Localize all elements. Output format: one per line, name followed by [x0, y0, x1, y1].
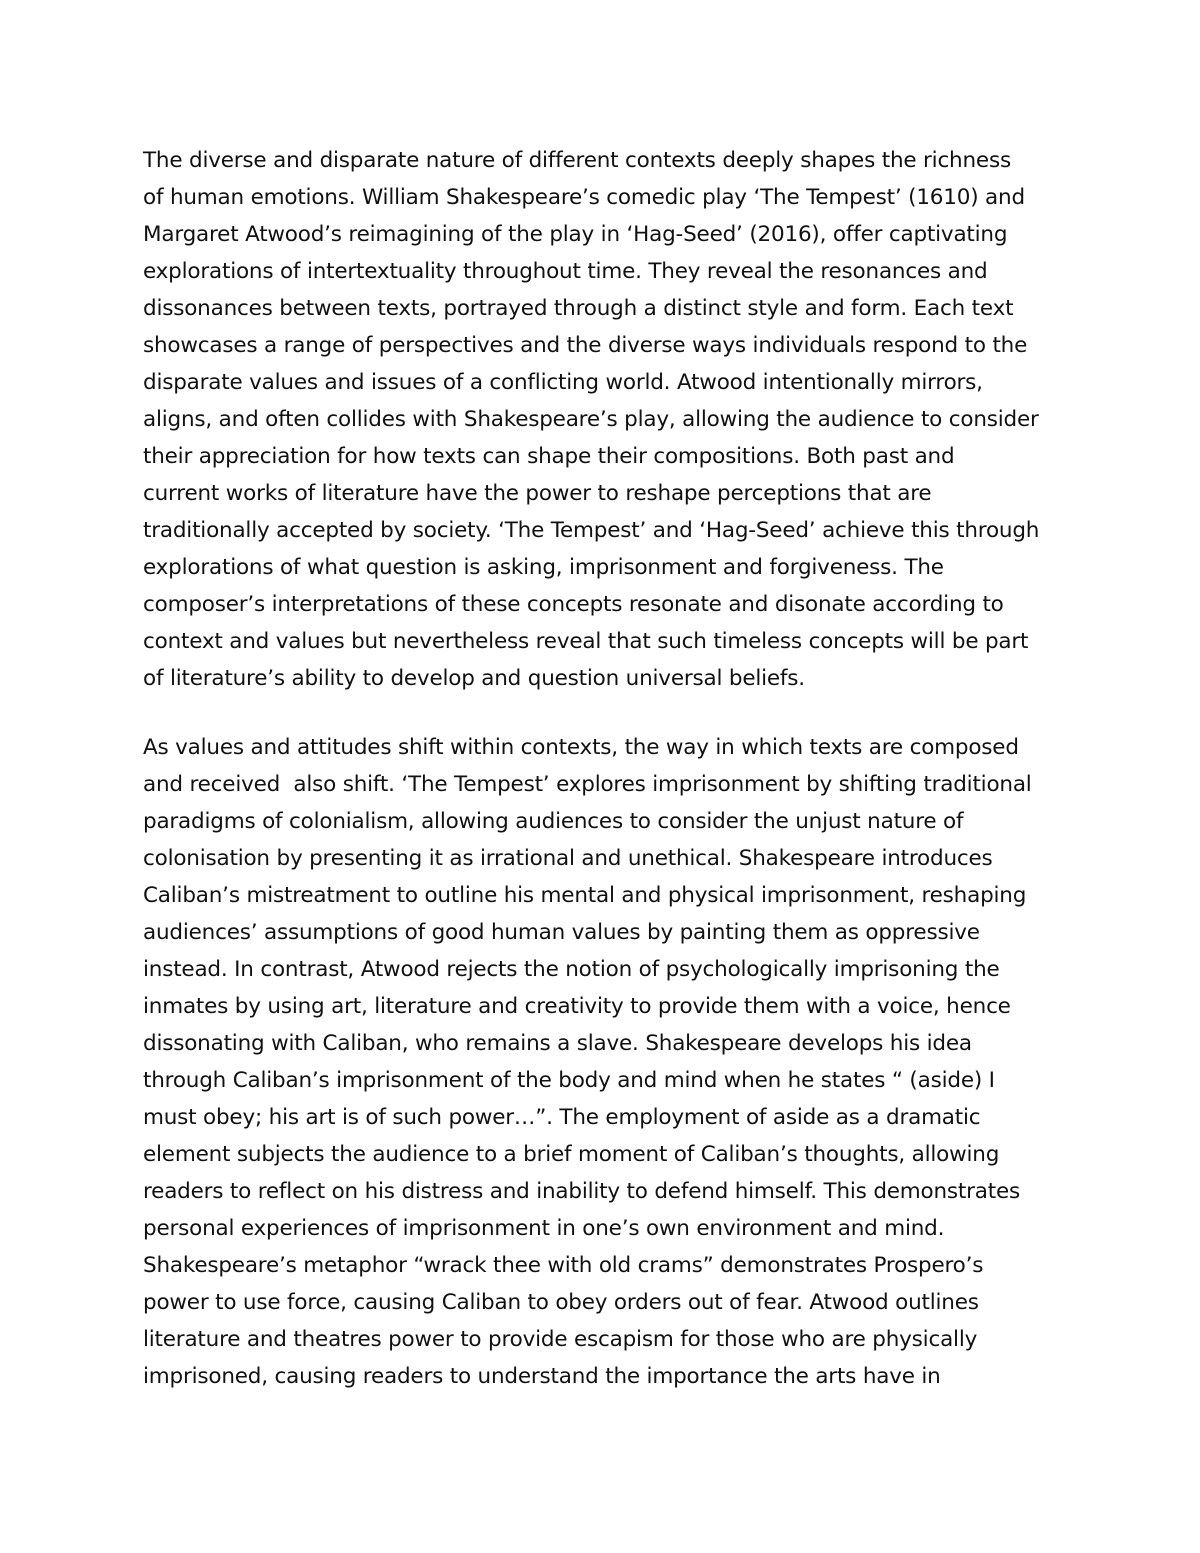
paragraph-line: instead. In contrast, Atwood rejects the notion of psychologically imprisoning the	[143, 957, 1000, 982]
paragraph-line: and received also shift. ‘The Tempest’ explores imprisonment by shifting traditional	[143, 772, 1032, 797]
paragraph-line: colonisation by presenting it as irrational and unethical. Shakespeare introduces	[143, 846, 993, 871]
paragraph-line: context and values but nevertheless reveal that such timeless concepts will be part	[143, 629, 1029, 654]
paragraph-line: literature and theatres power to provide escapism for those who are physically	[143, 1327, 978, 1352]
paragraph-line: showcases a range of perspectives and the diverse ways individuals respond to the	[143, 333, 1028, 358]
paragraph-line: current works of literature have the power to reshape perceptions that are	[143, 481, 932, 506]
paragraph-line: composer’s interpretations of these concepts resonate and disonate according to	[143, 592, 1004, 617]
paragraph-line: audiences’ assumptions of good human values by painting them as oppressive	[143, 920, 980, 945]
paragraph-line: traditionally accepted by society. ‘The Tempest’ and ‘Hag-Seed’ achieve this through	[143, 518, 1040, 543]
paragraph-line: Margaret Atwood’s reimagining of the play in ‘Hag-Seed’ (2016), offer captivating	[143, 222, 1008, 247]
paragraph-line: readers to reflect on his distress and inability to defend himself. This demonstrates	[143, 1179, 1021, 1204]
paragraph-line: imprisoned, causing readers to understand the importance the arts have in	[143, 1364, 941, 1389]
paragraph-line: must obey; his art is of such power…”. The employment of aside as a dramatic	[143, 1105, 981, 1130]
paragraph-line: Shakespeare’s metaphor “wrack thee with old crams” demonstrates Prospero’s	[143, 1253, 984, 1278]
paragraph-line: paradigms of colonialism, allowing audiences to consider the unjust nature of	[143, 809, 964, 834]
paragraph-line: aligns, and often collides with Shakespeare’s play, allowing the audience to consider	[143, 407, 1039, 432]
paragraph-line: inmates by using art, literature and creativity to provide them with a voice, hence	[143, 994, 1011, 1019]
paragraph-line: dissonances between texts, portrayed through a distinct style and form. Each text	[143, 296, 1014, 321]
paragraph-line: As values and attitudes shift within contexts, the way in which texts are composed	[143, 735, 1019, 760]
paragraph-line: their appreciation for how texts can shape their compositions. Both past and	[143, 444, 955, 469]
paragraph-line: of literature’s ability to develop and question universal beliefs.	[143, 666, 805, 691]
paragraph-line: explorations of intertextuality throughout time. They reveal the resonances and	[143, 259, 988, 284]
paragraph-introduction	[143, 142, 1083, 697]
paragraph-line: through Caliban’s imprisonment of the body and mind when he states “ (aside) I	[143, 1068, 995, 1093]
paragraph-line: The diverse and disparate nature of different contexts deeply shapes the richness	[143, 148, 1011, 173]
paragraph-line: Caliban’s mistreatment to outline his mental and physical imprisonment, reshaping	[143, 883, 1027, 908]
paragraph-line: of human emotions. William Shakespeare’s comedic play ‘The Tempest’ (1610) and	[143, 185, 1025, 210]
paragraph-line: power to use force, causing Caliban to obey orders out of fear. Atwood outlines	[143, 1290, 979, 1315]
paragraph-line: disparate values and issues of a conflicting world. Atwood intentionally mirrors,	[143, 370, 983, 395]
paragraph-line: personal experiences of imprisonment in one’s own environment and mind.	[143, 1216, 945, 1241]
paragraph-line: explorations of what question is asking, imprisonment and forgiveness. The	[143, 555, 944, 580]
paragraph-line: element subjects the audience to a brief moment of Caliban’s thoughts, allowing	[143, 1142, 1000, 1167]
paragraph-body	[143, 729, 1083, 1395]
paragraph-line: dissonating with Caliban, who remains a slave. Shakespeare develops his idea	[143, 1031, 972, 1056]
